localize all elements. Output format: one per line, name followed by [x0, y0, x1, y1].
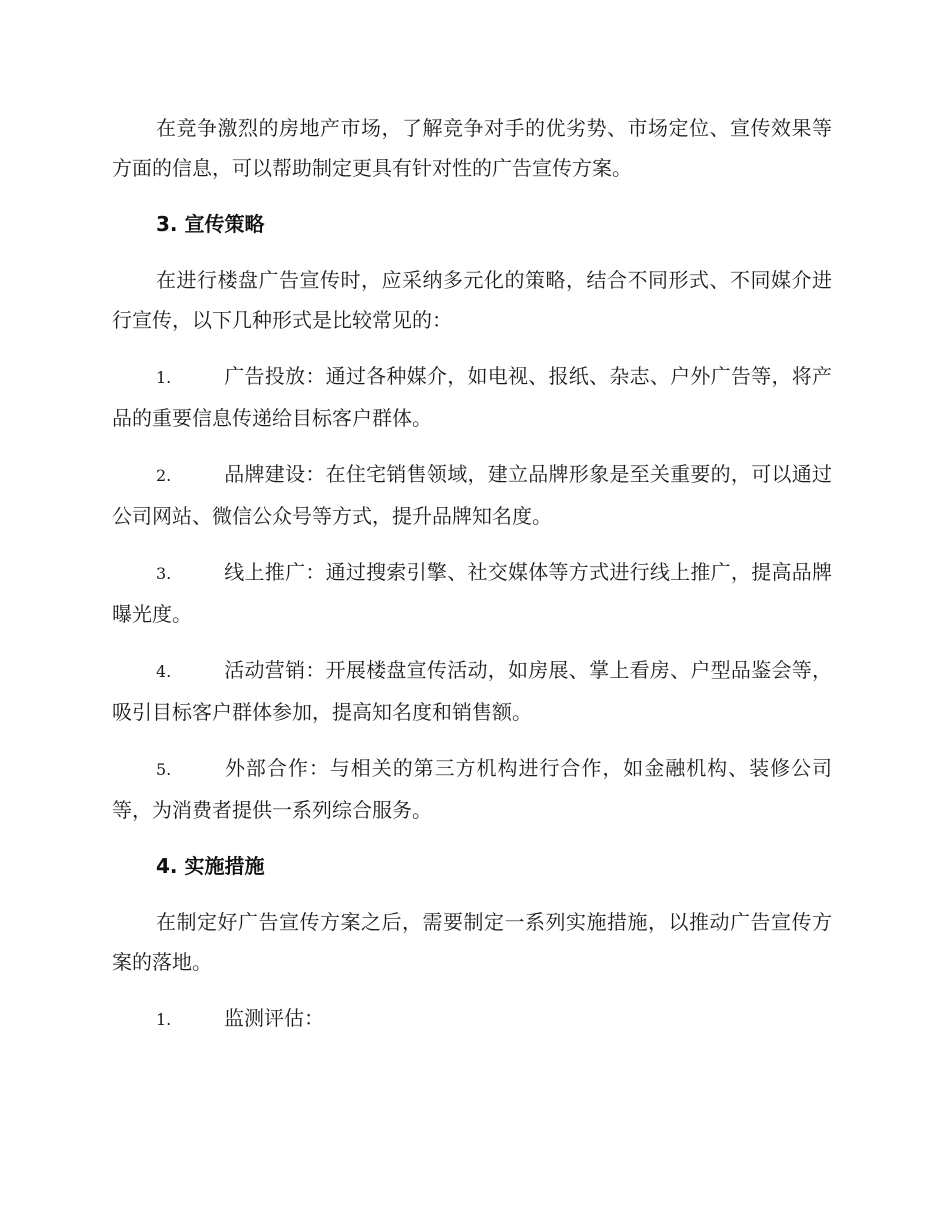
- section-3-heading: 3. 宣传策略: [156, 212, 265, 236]
- section-4-heading: 4. 实施措施: [156, 854, 265, 878]
- list-text: 外部合作：与相关的第三方机构进行合作，如金融机构、装修公司等，为消费者提供一系列综合服务。: [112, 756, 832, 822]
- list-item: [112, 748, 832, 830]
- list-number: 2.: [156, 466, 172, 485]
- list-text: 监测评估：: [224, 1006, 324, 1030]
- list-item: [112, 552, 832, 634]
- section-4-paragraph: 在制定好广告宣传方案之后，需要制定一系列实施措施，以推动广告宣传方案的落地。: [112, 910, 832, 974]
- intro-paragraph: 在竞争激烈的房地产市场，了解竞争对手的优劣势、市场定位、宣传效果等方面的信息，可以帮助制定更具有针对性的广告宣传方案。: [112, 116, 832, 180]
- list-text: 活动营销：开展楼盘宣传活动，如房展、掌上看房、户型品鉴会等，吸引目标客户群体参加，提高知名度和销售额。: [112, 658, 832, 724]
- section-3-paragraph: 在进行楼盘广告宣传时，应采纳多元化的策略，结合不同形式、不同媒介进行宣传，以下几种形式是比较常见的：: [112, 268, 832, 332]
- list-text: 品牌建设：在住宅销售领域，建立品牌形象是至关重要的，可以通过公司网站、微信公众号等方式，提升品牌知名度。: [112, 462, 832, 528]
- list-number: 3.: [156, 564, 172, 583]
- list-item: [112, 998, 832, 1040]
- list-number: 4.: [156, 662, 172, 681]
- list-text: 线上推广：通过搜索引擎、社交媒体等方式进行线上推广，提高品牌曝光度。: [112, 560, 832, 626]
- list-item: [112, 454, 832, 536]
- list-item: [112, 650, 832, 732]
- list-number: 5.: [156, 760, 172, 779]
- list-item: [112, 356, 832, 438]
- document-page: [112, 108, 832, 1056]
- list-number: 1.: [156, 1010, 172, 1029]
- list-text: 广告投放：通过各种媒介，如电视、报纸、杂志、户外广告等，将产品的重要信息传递给目标客户群体。: [112, 364, 832, 430]
- list-number: 1.: [156, 368, 172, 387]
